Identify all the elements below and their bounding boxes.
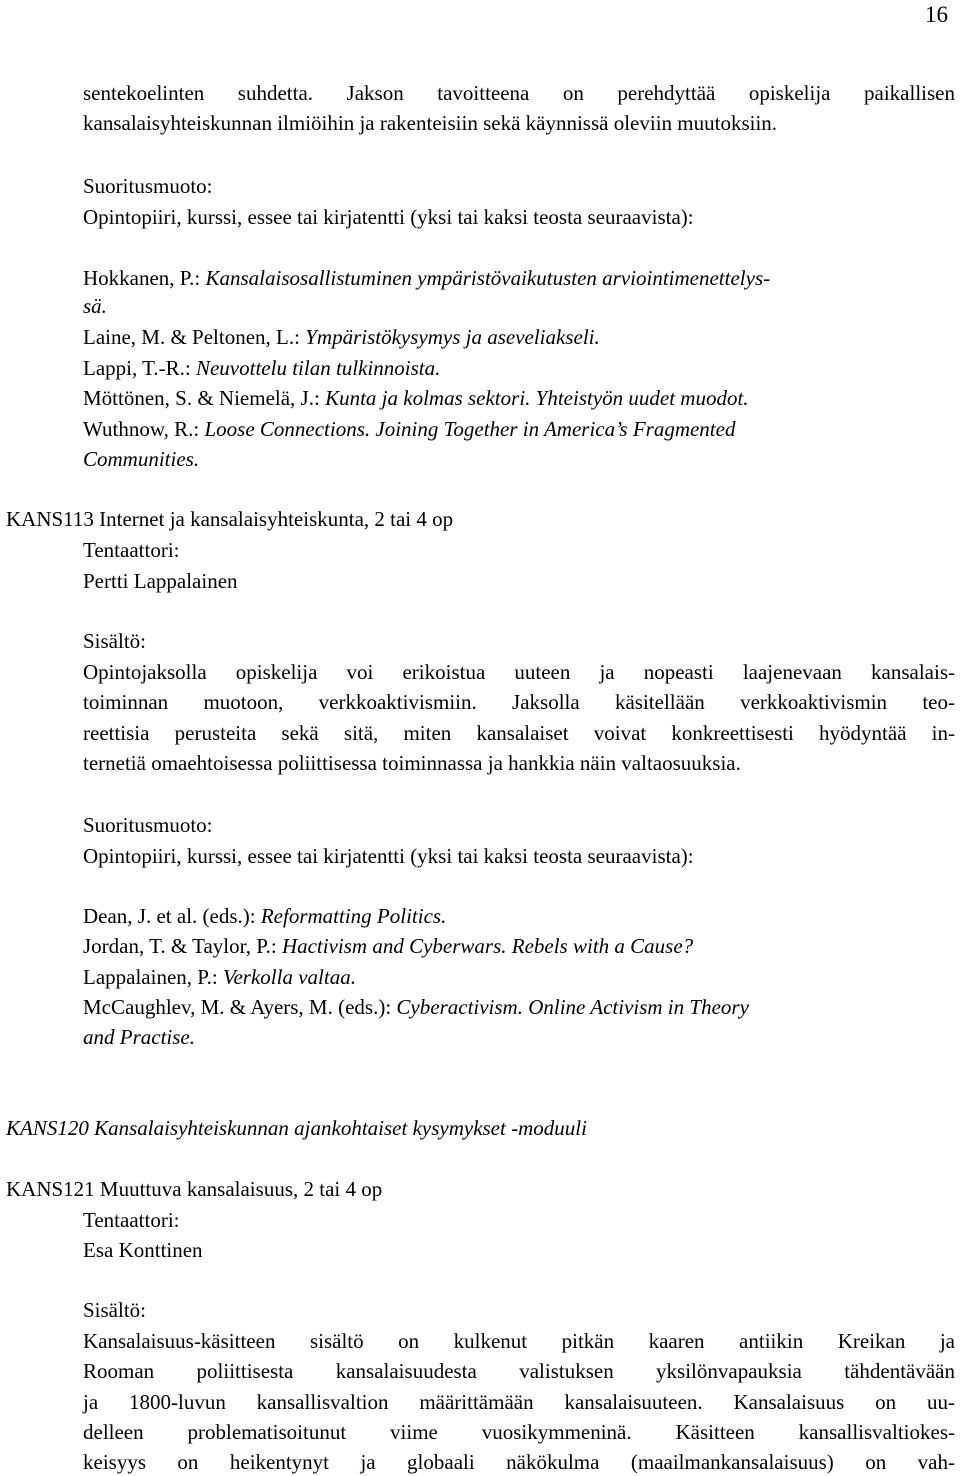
intro-line: kansalaisyhteiskunnan ilmiöihin ja rakenteisiin sekä käynnissä oleviin muutoksiin. <box>83 111 778 135</box>
suoritusmuoto-label: Suoritusmuoto: <box>83 174 213 198</box>
sisalto-label: Sisältö: <box>83 1298 147 1322</box>
suoritusmuoto-label: Suoritusmuoto: <box>83 813 213 837</box>
tentaattori-name: Esa Konttinen <box>83 1238 203 1262</box>
reference: Lappi, T.-R.: Neuvottelu tilan tulkinnoista. <box>83 356 441 380</box>
course-heading-kans121: KANS121 Muuttuva kansalaisuus, 2 tai 4 op <box>6 1177 383 1201</box>
reference: Dean, J. et al. (eds.): Reformatting Politics. <box>83 904 447 928</box>
reference: Möttönen, S. & Niemelä, J.: Kunta ja kolmas sektori. Yhteistyön uudet muodot. <box>83 386 749 410</box>
sisalto-line: toiminnan muotoon, verkkoaktivismiin. Jaksolla käsitellään verkkoaktivismin teo- <box>83 690 955 714</box>
reference: Lappalainen, P.: Verkolla valtaa. <box>83 965 356 989</box>
course-heading-kans113: KANS113 Internet ja kansalaisyhteiskunta, 2 tai 4 op <box>6 507 454 531</box>
reference-continuation: and Practise. <box>83 1025 195 1049</box>
sisalto-line: ja 1800-luvun kansallisvaltion määrittämään kansalaisuuteen. Kansalaisuus on uu- <box>83 1390 955 1414</box>
suoritusmuoto-text: Opintopiiri, kurssi, essee tai kirjatentti (yksi tai kaksi teosta seuraavista): <box>83 205 694 229</box>
reference: Laine, M. & Peltonen, L.: Ympäristökysymys ja aseveliakseli. <box>83 325 600 349</box>
sisalto-line: delleen problematisoitunut viime vuosikymmeninä. Käsitteen kansallisvaltiokes- <box>83 1420 955 1444</box>
sisalto-line: Rooman poliittisesta kansalaisuudesta valistuksen yksilönvapauksia tähdentävään <box>83 1359 955 1383</box>
tentaattori-label: Tentaattori: <box>83 538 180 562</box>
sisalto-line: Kansalaisuus-käsitteen sisältö on kulkenut pitkän kaaren antiikin Kreikan ja <box>83 1329 955 1353</box>
reference: McCaughlev, M. & Ayers, M. (eds.): Cyberactivism. Online Activism in Theory <box>83 995 749 1019</box>
tentaattori-name: Pertti Lappalainen <box>83 569 238 593</box>
reference: Hokkanen, P.: Kansalaisosallistuminen ympäristövaikutusten arviointimenettelys- <box>83 266 771 290</box>
sisalto-line: Opintojaksolla opiskelija voi erikoistua uuteen ja nopeasti laajenevaan kansalais- <box>83 660 955 684</box>
intro-line: sentekoelinten suhdetta. Jakson tavoitteena on perehdyttää opiskelija paikallisen <box>83 81 955 105</box>
sisalto-line: reettisia perusteita sekä sitä, miten kansalaiset voivat konkreettisesti hyödyntää in- <box>83 721 955 745</box>
module-heading-kans120: KANS120 Kansalaisyhteiskunnan ajankohtaiset kysymykset -moduuli <box>6 1116 587 1140</box>
reference-continuation: sä. <box>83 294 107 318</box>
reference-continuation: Communities. <box>83 447 200 471</box>
suoritusmuoto-text: Opintopiiri, kurssi, essee tai kirjatentti (yksi tai kaksi teosta seuraavista): <box>83 844 694 868</box>
sisalto-line: ternetiä omaehtoisessa poliittisessa toiminnassa ja hankkia näin valtaosuuksia. <box>83 751 741 775</box>
page-number: 16 <box>925 2 948 27</box>
sisalto-line: keisyys on heikentynyt ja globaali näkökulma (maailmankansalaisuus) on vah- <box>83 1450 955 1474</box>
sisalto-label: Sisältö: <box>83 629 147 653</box>
tentaattori-label: Tentaattori: <box>83 1208 180 1232</box>
reference: Wuthnow, R.: Loose Connections. Joining Together in America’s Fragmented <box>83 417 736 441</box>
reference: Jordan, T. & Taylor, P.: Hactivism and Cyberwars. Rebels with a Cause? <box>83 934 694 958</box>
